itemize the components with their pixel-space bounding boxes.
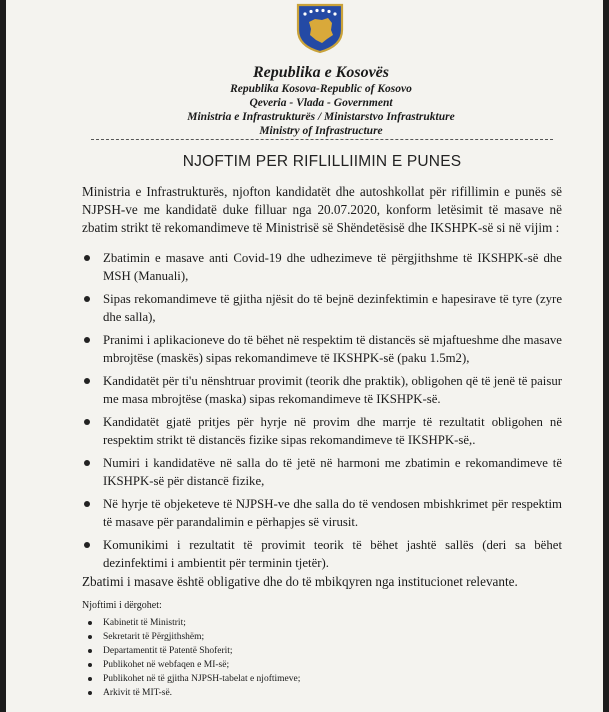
letterhead-line: Ministry of Infrastructure [259, 125, 383, 137]
list-item: Sekretarit të Përgjithshëm; [86, 630, 300, 644]
bullet-icon [84, 460, 90, 466]
list-item: Arkivit të MIT-së. [86, 686, 300, 700]
letterhead-line: Republika Kosova-Republic of Kosovo [230, 83, 412, 95]
letterhead-line: Ministria e Infrastrukturës / Ministarstvo Infrastrukture [187, 111, 455, 123]
list-item: Komunikimi i rezultatit të provimit teorik të bëhet jashtë sallës (deri sa bëhet dezinfektimi i ambientit për terminin tjetër). [82, 536, 562, 572]
bullet-icon [88, 635, 92, 639]
bullet-icon [84, 419, 90, 425]
list-item: Kandidatët gjatë pritjes për hyrje në provim dhe marrje të rezultatit obligohen në respektim strikt të distancës fizike sipas rekomandimeve të IKSHPK-së,. [82, 413, 562, 449]
kosovo-coat-of-arms-icon [295, 2, 345, 54]
bullet-icon [84, 337, 90, 343]
bullet-icon [88, 663, 92, 667]
document-page [6, 0, 603, 712]
bullet-icon [84, 378, 90, 384]
distribution-title: Njoftimi i dërgohet: [82, 600, 162, 611]
bullet-icon [88, 677, 92, 681]
country-name: Republika e Kosovës [253, 64, 389, 81]
letterhead [156, 63, 486, 138]
list-item: Publikohet në të gjitha NJPSH-tabelat e njoftimeve; [86, 672, 300, 686]
list-item: Departamentit të Patentë Shoferit; [86, 644, 300, 658]
list-item: Kandidatët për ti'u nënshtruar provimit (teorik dhe praktik), obligohen që të jenë të paisur me masa mbrojtëse (maska) sipas rekomandimeve të IKSHPK-së. [82, 372, 562, 408]
bullet-icon [84, 296, 90, 302]
bullet-icon [88, 691, 92, 695]
bullet-icon [84, 255, 90, 261]
closing-paragraph: Zbatimi i masave është obligative dhe do të mbikqyren nga institucionet relevante. [82, 574, 518, 589]
list-item: Kabinetit të Ministrit; [86, 616, 300, 630]
notice-title: NJOFTIM PER RIFLILLIIMIN E PUNES [182, 153, 462, 170]
header-divider [91, 139, 553, 140]
list-item: Publikohet në webfaqen e MI-së; [86, 658, 300, 672]
bullet-icon [84, 501, 90, 507]
bullet-icon [88, 649, 92, 653]
list-item: Zbatimin e masave anti Covid-19 dhe udhezimeve të përgjithshme të IKSHPK-së dhe MSH (Manuali), [82, 249, 562, 285]
letterhead-line: Qeveria - Vlada - Government [249, 97, 393, 109]
intro-paragraph: Ministria e Infrastrukturës, njofton kandidatët dhe autoshkollat për rifillimin e punës së NJPSH-ve me kandidatë duke filluar nga 20.07.2020, konform letësimit të masave në zbatim strikt të rekomandimeve të Ministrisë së Shëndetësisë dhe IKSHPK-së si në vijim : [82, 184, 562, 235]
list-item: Pranimi i aplikacioneve do të bëhet në respektim të distancës së mjaftueshme dhe masave mbrojtëse (maskës) sipas rekomandimeve të IKSHPK-së (paku 1.5m2), [82, 331, 562, 367]
list-item: Në hyrje të objeketeve të NJPSH-ve dhe salla do të vendosen mbishkrimet për respektim të masave për parandalimin e përhapjes së virusit. [82, 495, 562, 531]
bullet-icon [88, 621, 92, 625]
distribution-list [86, 616, 300, 701]
list-item: Sipas rekomandimeve të gjitha njësit do të bejnë dezinfektimin e hapesirave të tyre (zyre dhe salla), [82, 290, 562, 326]
measures-list [82, 249, 562, 577]
bullet-icon [84, 542, 90, 548]
list-item: Numiri i kandidatëve në salla do të jetë në harmoni me zbatimin e rekomandimeve të IKSHPK-së për distancë fizike, [82, 454, 562, 490]
